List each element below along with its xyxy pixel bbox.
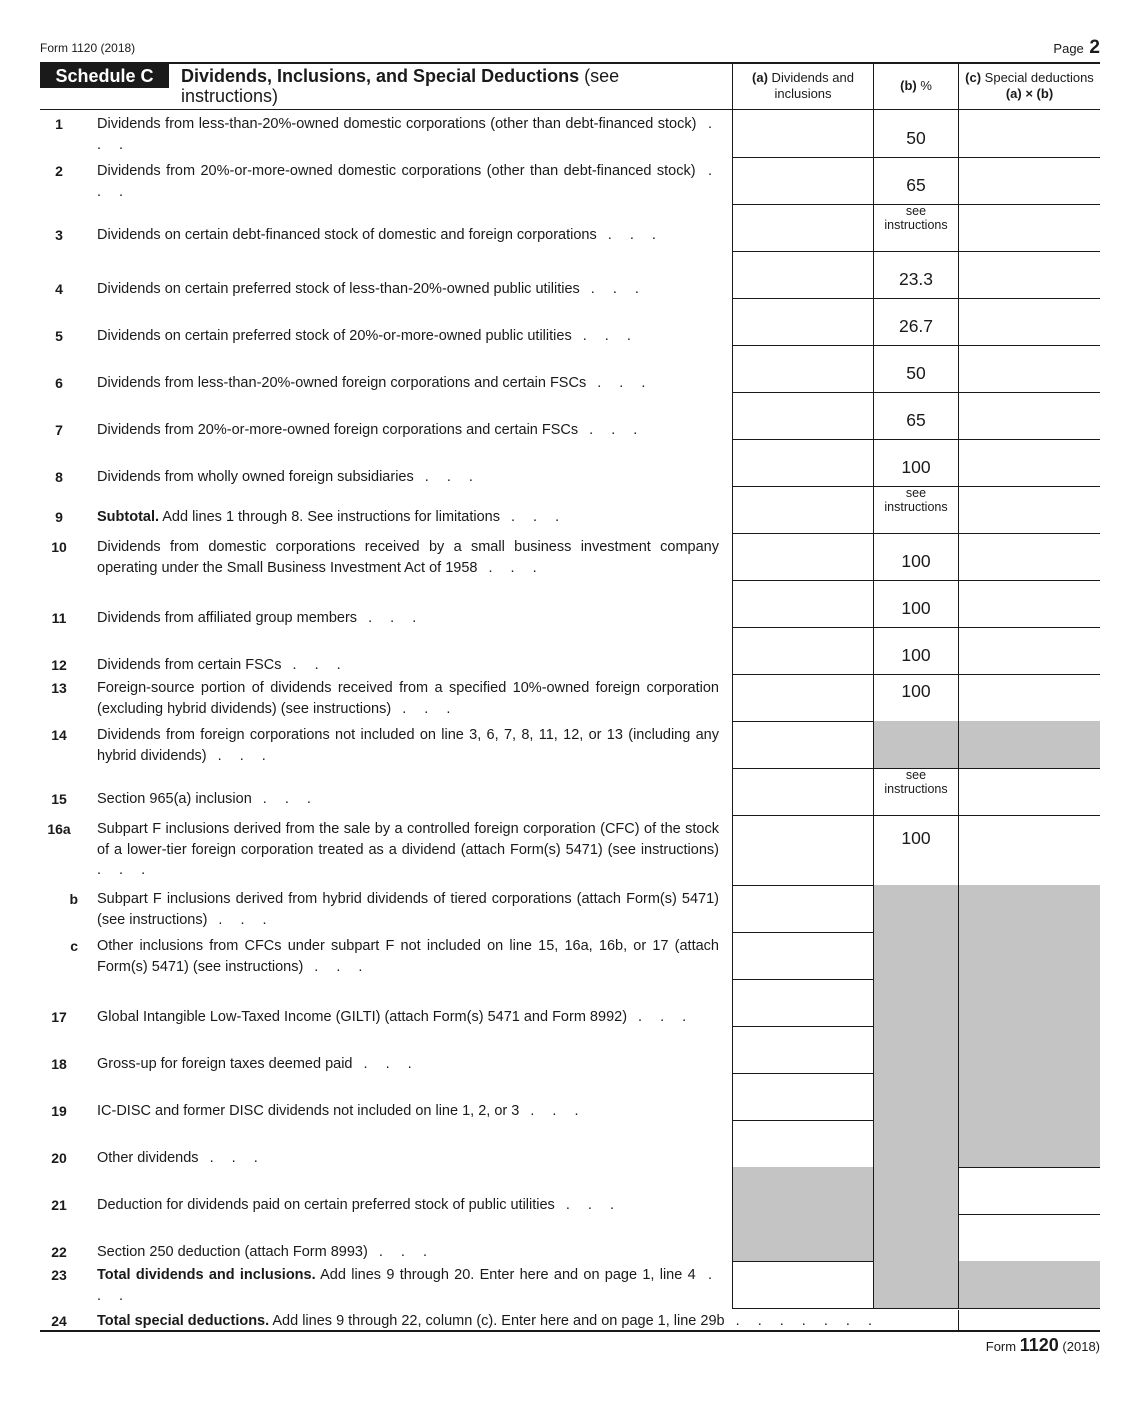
line-description: Dividends on certain debt-financed stock of domestic and foreign corporations . . . <box>97 227 663 243</box>
percent-value: 26.7 <box>898 316 934 336</box>
line-11-col-a-field[interactable] <box>732 580 873 628</box>
percent-value: 100 <box>901 457 931 477</box>
line-8-col-b-percent <box>873 439 958 487</box>
line-20-row <box>40 1026 1100 1073</box>
line-2-col-c-field[interactable] <box>958 157 1100 205</box>
line-15-col-b-percent <box>873 768 958 816</box>
line-22-col-b-percent <box>873 1120 958 1168</box>
line-12-row <box>40 627 1100 674</box>
page-number: Page 2 <box>1053 37 1100 58</box>
percent-value: 50 <box>906 128 926 148</box>
line-24-col-a-field <box>732 1214 873 1262</box>
line-10-col-b-percent <box>873 533 958 581</box>
percent-value: 100 <box>901 828 931 848</box>
line-14-col-c-field <box>958 721 1100 769</box>
percent-value: see instructions <box>884 486 948 514</box>
line-20-col-b-percent <box>873 1026 958 1074</box>
line-19-row <box>40 979 1100 1026</box>
percent-value: see instructions <box>884 768 948 796</box>
line-18-col-c-field <box>958 932 1100 980</box>
line-21-col-a-field[interactable] <box>732 1073 873 1121</box>
line-22-col-c-field <box>958 1120 1100 1168</box>
line-number: 20 <box>51 1150 67 1166</box>
percent-value: see instructions <box>884 204 948 232</box>
line-6-row <box>40 345 1100 392</box>
line-description: Dividends on certain preferred stock of 20%-or-more-owned public utilities . . . <box>97 328 638 344</box>
percent-value: 50 <box>906 363 926 383</box>
line-23-col-b-percent <box>873 1167 958 1215</box>
line-24-row <box>40 1214 1100 1261</box>
line-17-col-b-percent <box>873 885 958 933</box>
line-25-col-c-field <box>958 1261 1100 1309</box>
column-b-header: (b) % <box>873 64 958 110</box>
line-number: 9 <box>55 509 63 525</box>
line-10-col-c-field[interactable] <box>958 533 1100 581</box>
line-description: Subpart F inclusions derived from the sale by a controlled foreign corporation (CFC) of the stock of a lower-tier foreign corporation treated as a dividend (attach Form(s) 5471) (see instructions) . . . <box>97 821 719 878</box>
line-description: Dividends from less-than-20%-owned foreign corporations and certain FSCs . . . <box>97 375 653 391</box>
line-description: Dividends on certain preferred stock of less-than-20%-owned public utilities . . . <box>97 281 646 297</box>
line-4-col-b-percent <box>873 251 958 299</box>
line-13-row <box>40 674 1100 721</box>
line-16-col-c-field[interactable] <box>958 815 1100 886</box>
line-21-col-c-field <box>958 1073 1100 1121</box>
line-4-col-a-field[interactable] <box>732 251 873 299</box>
line-number: 11 <box>51 610 67 626</box>
line-9-col-b-percent <box>873 486 958 534</box>
line-number: 15 <box>51 791 67 807</box>
line-number: 1 <box>55 116 63 132</box>
line-number: 5 <box>55 328 63 344</box>
line-description: Dividends from 20%-or-more-owned domestic corporations (other than debt-financed stock) . . . <box>97 163 719 200</box>
line-5-row <box>40 298 1100 345</box>
line-number: 21 <box>51 1197 67 1213</box>
form-year-label: Form 1120 (2018) <box>40 41 136 55</box>
line-14-row <box>40 721 1100 768</box>
line-24-row: 24 Total special deductions. Add lines 9 through 22, column (c). Enter here and on page 1, line 29b . . . . . . . <box>40 1310 1100 1332</box>
line-8-col-c-field[interactable] <box>958 439 1100 487</box>
line-description: Other dividends . . . <box>97 1150 265 1166</box>
line-description: Dividends from wholly owned foreign subsidiaries . . . <box>97 469 480 485</box>
line-number: 13 <box>51 680 67 696</box>
line-8-row <box>40 439 1100 486</box>
line-13-col-b-percent <box>873 674 958 722</box>
percent-value: 65 <box>906 175 926 195</box>
line-description: Dividends from certain FSCs . . . <box>97 657 348 673</box>
line-14-col-b-percent <box>873 721 958 769</box>
line-17-col-c-field <box>958 885 1100 933</box>
line-18-row <box>40 932 1100 979</box>
line-number: 23 <box>51 1267 67 1283</box>
line-number: 19 <box>51 1103 67 1119</box>
line-7-col-a-field[interactable] <box>732 392 873 440</box>
line-number: 16a <box>47 821 71 837</box>
line-description: Global Intangible Low-Taxed Income (GILTI) (attach Form(s) 5471 and Form 8992) . . . <box>97 1009 694 1025</box>
line-9-col-c-field[interactable] <box>958 486 1100 534</box>
line-description: Other inclusions from CFCs under subpart F not included on line 15, 16a, 16b, or 17 (attach Form(s) 5471) (see instructions) . . . <box>97 938 719 975</box>
schedule-header <box>40 62 1100 110</box>
line-23-row <box>40 1167 1100 1214</box>
line-number: 14 <box>51 727 67 743</box>
line-description: Deduction for dividends paid on certain preferred stock of public utilities . . . <box>97 1197 621 1213</box>
line-13-col-c-field[interactable] <box>958 674 1100 722</box>
line-number: 4 <box>55 281 63 297</box>
line-1-col-c-field[interactable] <box>958 110 1100 158</box>
line-description: Dividends from affiliated group members . . . <box>97 610 424 626</box>
line-description: Dividends from foreign corporations not included on line 3, 6, 7, 8, 11, 12, or 13 (including any hybrid dividends) . . . <box>97 727 719 764</box>
column-c-header: (c) Special deductions (a) × (b) <box>958 64 1100 110</box>
percent-value: 100 <box>901 551 931 571</box>
line-5-col-b-percent <box>873 298 958 346</box>
line-number: 17 <box>51 1009 67 1025</box>
line-23-col-c-field[interactable] <box>958 1167 1100 1215</box>
line-7-row <box>40 392 1100 439</box>
line-5-col-a-field[interactable] <box>732 298 873 346</box>
line-11-row <box>40 580 1100 627</box>
line-number: 12 <box>51 657 67 673</box>
column-a-header: (a) Dividends and inclusions <box>732 64 873 110</box>
line-20-col-a-field[interactable] <box>732 1026 873 1074</box>
line-21-col-b-percent <box>873 1073 958 1121</box>
line-24-amount-field[interactable] <box>958 1310 1101 1332</box>
line-10-col-a-field[interactable] <box>732 533 873 581</box>
line-18-col-b-percent <box>873 932 958 980</box>
line-24-col-c-field[interactable] <box>958 1214 1100 1262</box>
line-9-col-a-field[interactable] <box>732 486 873 534</box>
line-description: Dividends from 20%-or-more-owned foreign corporations and certain FSCs . . . <box>97 422 645 438</box>
percent-value: 100 <box>901 681 931 701</box>
schedule-rows <box>40 110 1100 1308</box>
line-25-col-a-field[interactable] <box>732 1261 873 1309</box>
line-17-col-a-field[interactable] <box>732 885 873 933</box>
line-10-row <box>40 533 1100 580</box>
line-1-row <box>40 110 1100 157</box>
percent-value: 100 <box>901 645 931 665</box>
percent-value: 23.3 <box>898 269 934 289</box>
line-description: Section 965(a) inclusion . . . <box>97 791 318 807</box>
line-number: 7 <box>55 422 63 438</box>
line-1-col-a-field[interactable] <box>732 110 873 158</box>
line-16-row <box>40 815 1100 885</box>
line-24-col-b-percent <box>873 1214 958 1262</box>
line-6-col-a-field[interactable] <box>732 345 873 393</box>
line-2-col-b-percent <box>873 157 958 205</box>
percent-value: 65 <box>906 410 926 430</box>
line-3-row <box>40 204 1100 251</box>
line-8-col-a-field[interactable] <box>732 439 873 487</box>
line-2-col-a-field[interactable] <box>732 157 873 205</box>
line-25-row <box>40 1261 1100 1308</box>
line-12-col-a-field[interactable] <box>732 627 873 675</box>
line-22-col-a-field[interactable] <box>732 1120 873 1168</box>
line-21-row <box>40 1073 1100 1120</box>
line-5-col-c-field[interactable] <box>958 298 1100 346</box>
line-15-col-c-field[interactable] <box>958 768 1100 816</box>
line-number: 2 <box>55 163 63 179</box>
line-16-col-b-percent <box>873 815 958 886</box>
line-6-col-c-field[interactable] <box>958 345 1100 393</box>
line-15-row <box>40 768 1100 815</box>
line-9-row <box>40 486 1100 533</box>
line-description: Section 250 deduction (attach Form 8993) . . . <box>97 1244 434 1260</box>
line-7-col-c-field[interactable] <box>958 392 1100 440</box>
line-description: Dividends from less-than-20%-owned domestic corporations (other than debt-financed stock) . . . <box>97 116 719 153</box>
line-15-col-a-field[interactable] <box>732 768 873 816</box>
line-1-col-b-percent <box>873 110 958 158</box>
line-description: Gross-up for foreign taxes deemed paid . . . <box>97 1056 419 1072</box>
line-description: IC-DISC and former DISC dividends not included on line 1, 2, or 3 . . . <box>97 1103 586 1119</box>
line-16-col-a-field[interactable] <box>732 815 873 886</box>
line-number: b <box>69 891 78 907</box>
line-23-col-a-field <box>732 1167 873 1215</box>
line-4-col-c-field[interactable] <box>958 251 1100 299</box>
line-description: Subpart F inclusions derived from hybrid dividends of tiered corporations (attach Form(s) 5471) (see instructions) . . . <box>97 891 719 928</box>
line-12-col-b-percent <box>873 627 958 675</box>
line-19-col-c-field <box>958 979 1100 1027</box>
line-description: Dividends from domestic corporations received by a small business investment company operating under the Small Business Investment Act of 1958 . . . <box>97 539 719 576</box>
line-20-col-c-field <box>958 1026 1100 1074</box>
page-top-line <box>40 37 1100 62</box>
line-19-col-a-field[interactable] <box>732 979 873 1027</box>
line-6-col-b-percent <box>873 345 958 393</box>
line-18-col-a-field[interactable] <box>732 932 873 980</box>
line-19-col-b-percent <box>873 979 958 1027</box>
line-description: Total dividends and inclusions. Add lines 9 through 20. Enter here and on page 1, line 4 . . . <box>97 1267 719 1304</box>
schedule-title: Dividends, Inclusions, and Special Deductions (see instructions) <box>181 66 620 106</box>
line-description: Foreign-source portion of dividends received from a specified 10%-owned foreign corporation (excluding hybrid dividends) (see instructions) . . . <box>97 680 719 717</box>
line-11-col-c-field[interactable] <box>958 580 1100 628</box>
line-number: 18 <box>51 1056 67 1072</box>
line-number: 6 <box>55 375 63 391</box>
line-number: 10 <box>51 539 67 555</box>
line-25-col-b-percent <box>873 1261 958 1309</box>
line-14-col-a-field[interactable] <box>732 721 873 769</box>
schedule-badge: Schedule C <box>40 64 169 88</box>
form-footer: Form 1120 (2018) <box>985 1335 1100 1355</box>
line-number: 8 <box>55 469 63 485</box>
line-22-row <box>40 1120 1100 1167</box>
line-3-col-a-field[interactable] <box>732 204 873 252</box>
line-2-row <box>40 157 1100 204</box>
line-description: Subtotal. Add lines 1 through 8. See instructions for limitations . . . <box>97 509 567 525</box>
line-3-col-b-percent <box>873 204 958 252</box>
line-11-col-b-percent <box>873 580 958 628</box>
line-4-row <box>40 251 1100 298</box>
percent-value: 100 <box>901 598 931 618</box>
line-17-row <box>40 885 1100 932</box>
line-7-col-b-percent <box>873 392 958 440</box>
line-13-col-a-field[interactable] <box>732 674 873 722</box>
line-12-col-c-field[interactable] <box>958 627 1100 675</box>
line-3-col-c-field[interactable] <box>958 204 1100 252</box>
line-number: 22 <box>51 1244 67 1260</box>
line-number: c <box>70 938 78 954</box>
line-number: 3 <box>55 227 63 243</box>
